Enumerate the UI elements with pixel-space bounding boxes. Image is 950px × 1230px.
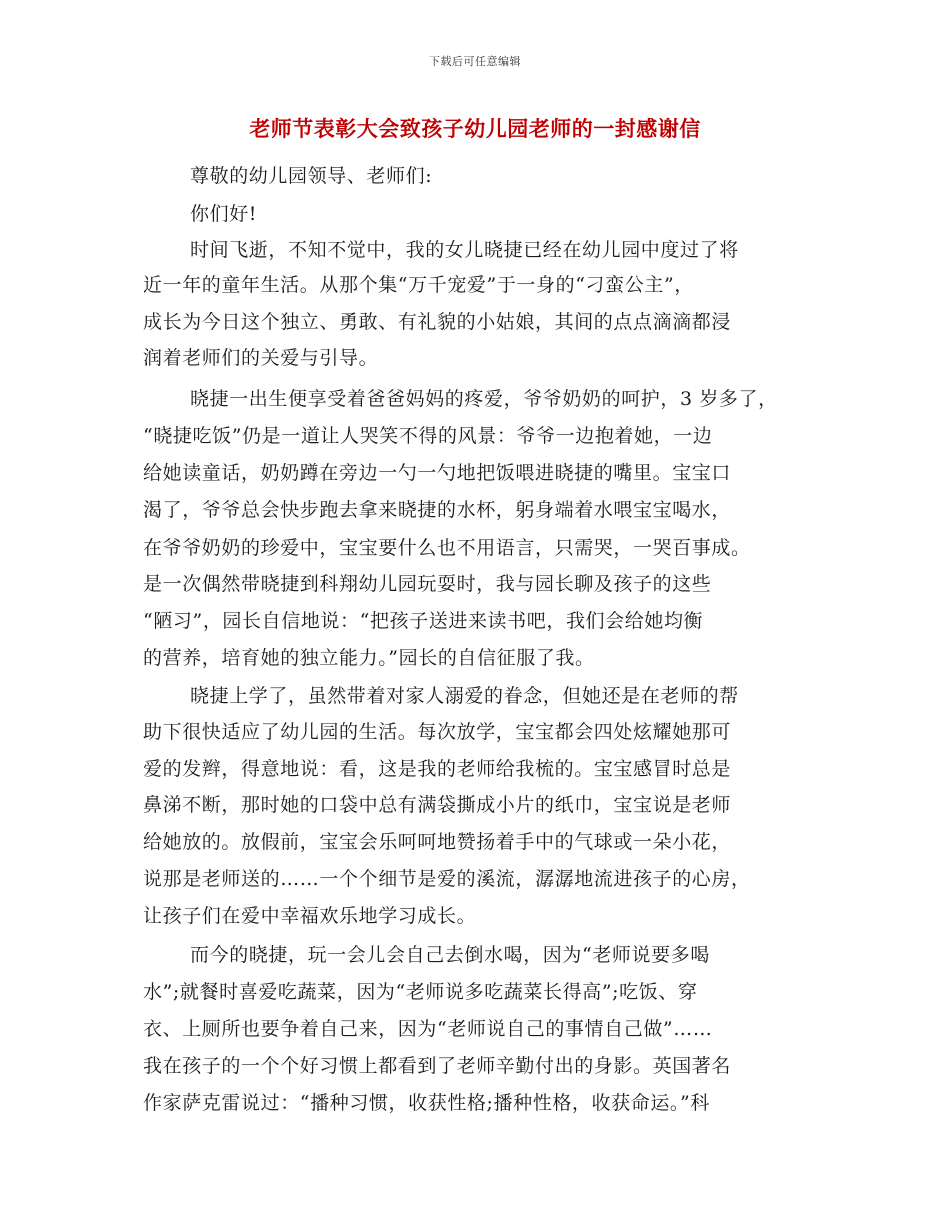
text-line: 爱的发辫，得意地说：看，这是我的老师给我梳的。宝宝感冒时总是 (143, 758, 732, 780)
text-line: “陋习”，园长自信地说：“把孩子送进来读书吧，我们会给她均衡 (143, 610, 704, 632)
text-line: 时间飞逝，不知不觉中，我的女儿晓捷已经在幼儿园中度过了将 (190, 239, 739, 261)
greeting: 你们好! (190, 203, 258, 225)
page-header-note: 下载后可任意编辑 (429, 55, 521, 68)
text-line: 润着老师们的关爱与引导。 (143, 347, 379, 369)
text-line: 给她读童话，奶奶蹲在旁边一勺一勺地把饭喂进晓捷的嘴里。宝宝口 (143, 462, 732, 484)
text-line: 而今的晓捷，玩一会儿会自己去倒水喝，因为“老师说要多喝 (190, 944, 710, 966)
text-line: 在爷爷奶奶的珍爱中，宝宝要什么也不用语言，只需哭，一哭百事成。 (143, 537, 751, 559)
text-line: “晓捷吃饭”仍是一道让人哭笑不得的风景：爷爷一边抱着她，一边 (143, 425, 713, 447)
text-line: 的营养，培育她的独立能力。”园长的自信征服了我。 (143, 647, 595, 669)
text-line: 让孩子们在爱中幸福欢乐地学习成长。 (143, 905, 477, 927)
text-line: 助下很快适应了幼儿园的生活。每次放学，宝宝都会四处炫耀她那可 (143, 721, 732, 743)
text-line: 渴了，爷爷总会快步跑去拿来晓捷的水杯，躬身端着水喂宝宝喝水， (143, 499, 732, 521)
text-line: 晓捷一出生便享受着爸爸妈妈的疼爱，爷爷奶奶的呵护，3 岁多了， (190, 388, 778, 410)
text-line: 衣、上厕所也要争着自己来，因为“老师说自己的事情自己做”…… (143, 1018, 713, 1040)
salutation: 尊敬的幼儿园领导、老师们: (190, 165, 433, 187)
text-line: 作家萨克雷说过：“播种习惯，收获性格;播种性格，收获命运。”科 (143, 1092, 710, 1114)
text-line: 晓捷上学了，虽然带着对家人溺爱的眷念，但她还是在老师的帮 (190, 685, 739, 707)
text-line: 鼻涕不断，那时她的口袋中总有满袋撕成小片的纸巾，宝宝说是老师 (143, 794, 732, 816)
text-line: 说那是老师送的……一个个细节是爱的溪流，潺潺地流进孩子的心房， (143, 868, 751, 890)
text-line: 给她放的。放假前，宝宝会乐呵呵地赞扬着手中的气球或一朵小花， (143, 831, 732, 853)
text-line: 是一次偶然带晓捷到科翔幼儿园玩耍时，我与园长聊及孩子的这些 (143, 573, 712, 595)
text-line: 近一年的童年生活。从那个集“万千宠爱”于一身的“刁蛮公主”， (143, 274, 694, 296)
document-title: 老师节表彰大会致孩子幼儿园老师的一封感谢信 (249, 117, 701, 141)
text-line: 水”;就餐时喜爱吃蔬菜，因为“老师说多吃蔬菜长得高”;吃饭、穿 (143, 981, 698, 1003)
text-line: 成长为今日这个独立、勇敢、有礼貌的小姑娘，其间的点点滴滴都浸 (143, 311, 732, 333)
text-line: 我在孩子的一个个好习惯上都看到了老师辛勤付出的身影。英国著名 (143, 1055, 732, 1077)
